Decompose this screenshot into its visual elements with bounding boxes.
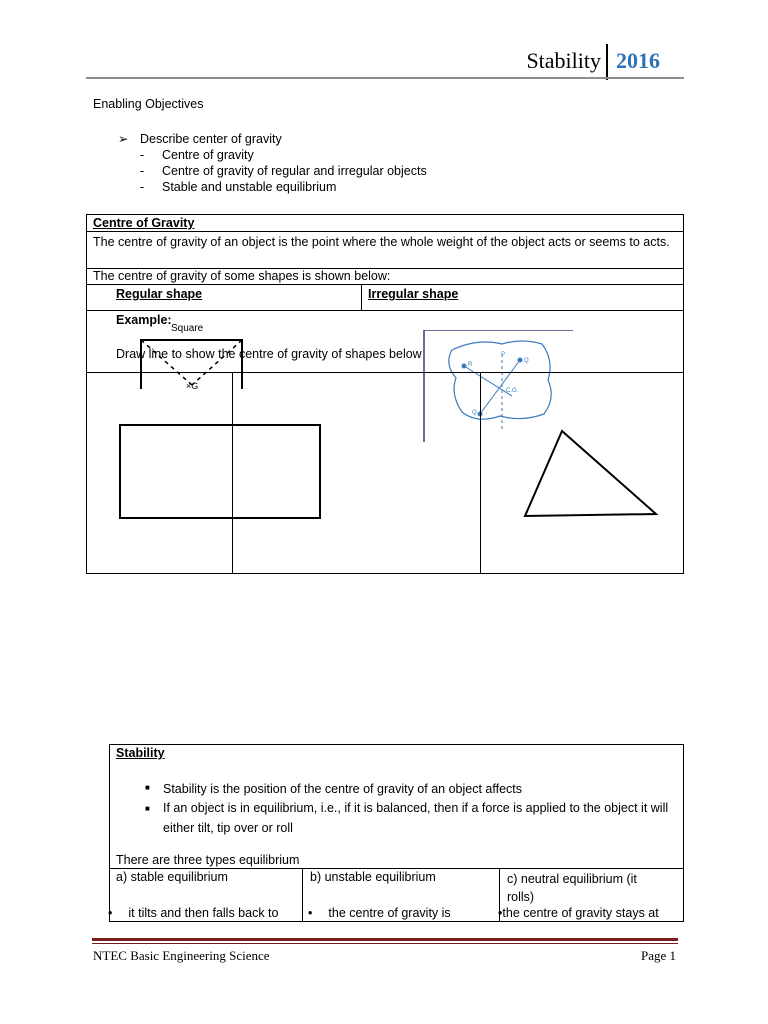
objective-item bbox=[118, 131, 282, 146]
neutral-equilibrium-title: c) neutral equilibrium (it rolls) bbox=[507, 872, 637, 904]
point-r-label: R bbox=[468, 362, 473, 368]
footer-rule-thin bbox=[92, 943, 678, 944]
stable-equilibrium-text bbox=[108, 906, 278, 920]
rectangle-shape bbox=[119, 424, 321, 519]
irregular-shape-header: Irregular shape bbox=[368, 287, 459, 301]
bullet-icon: • bbox=[498, 906, 503, 920]
regular-shape-header: Regular shape bbox=[116, 287, 203, 301]
column-text: the centre of gravity is bbox=[328, 906, 451, 920]
point-q2-label: Q bbox=[472, 410, 477, 416]
column-text: it tilts and then falls back to bbox=[128, 906, 279, 920]
instruction-text: Draw line to show the centre of gravity of shapes below bbox=[116, 347, 422, 361]
cg-label: C.G. bbox=[506, 388, 519, 394]
point-p-label: P bbox=[501, 352, 506, 358]
square-bullet-icon: ■ bbox=[145, 783, 150, 792]
table-rule bbox=[86, 284, 684, 285]
cog-definition: The centre of gravity of an object is the point where the whole weight of the object acts or seems to acts. bbox=[93, 235, 670, 249]
g-label: ×G bbox=[186, 381, 199, 391]
unstable-equilibrium-title: b) unstable equilibrium bbox=[310, 870, 436, 884]
column-divider bbox=[361, 284, 362, 310]
point-q-label: Q bbox=[524, 358, 529, 364]
column-divider bbox=[480, 372, 481, 574]
shapes-intro: The centre of gravity of some shapes is shown below: bbox=[93, 269, 391, 283]
example-label: Example: bbox=[116, 313, 172, 327]
table-rule bbox=[109, 868, 684, 869]
table-rule bbox=[86, 372, 684, 373]
objective-sub-item: - Stable and unstable equilibrium bbox=[140, 180, 337, 194]
stability-bullet bbox=[145, 798, 680, 838]
footer-page-number: Page 1 bbox=[640, 948, 676, 963]
table-rule bbox=[86, 310, 684, 311]
footer-course-name: NTEC Basic Engineering Science bbox=[93, 948, 270, 963]
bullet-text: If an object is in equilibrium, i.e., if it is balanced, then if a force is applied to the object it will either tilt, tip over or roll bbox=[163, 801, 669, 835]
square-bullet-icon: ■ bbox=[145, 804, 150, 813]
types-intro: There are three types equilibrium bbox=[116, 853, 300, 867]
arrow-bullet-icon: ➢ bbox=[118, 132, 129, 146]
irregular-example-figure bbox=[422, 330, 574, 442]
objective-sub-text: Stable and unstable equilibrium bbox=[162, 180, 337, 194]
column-divider bbox=[302, 868, 303, 922]
header-rule bbox=[86, 77, 684, 79]
stability-bullet bbox=[145, 782, 680, 796]
cog-heading: Centre of Gravity bbox=[93, 216, 195, 230]
square-label: Square bbox=[171, 323, 204, 334]
objective-sub-text: Centre of gravity of regular and irregular objects bbox=[162, 164, 427, 178]
stability-heading: Stability bbox=[116, 746, 165, 760]
stable-equilibrium-title: a) stable equilibrium bbox=[116, 870, 228, 884]
document-year: 2016 bbox=[616, 48, 660, 73]
footer-rule bbox=[92, 938, 678, 941]
objective-sub-text: Centre of gravity bbox=[162, 148, 254, 162]
objective-sub-item: - Centre of gravity bbox=[140, 148, 254, 162]
triangle-shape bbox=[520, 428, 660, 520]
objectives-title: Enabling Objectives bbox=[93, 97, 204, 111]
column-text: the centre of gravity stays at bbox=[502, 906, 659, 920]
bullet-text: Stability is the position of the centre of gravity of an object affects bbox=[163, 782, 522, 796]
document-title: Stability bbox=[526, 48, 601, 73]
bullet-icon: • bbox=[308, 906, 313, 920]
header-divider bbox=[606, 44, 608, 80]
objective-text: Describe center of gravity bbox=[140, 132, 282, 146]
neutral-equilibrium-text bbox=[498, 906, 682, 920]
bullet-icon: • bbox=[108, 906, 113, 920]
objective-sub-item: - Centre of gravity of regular and irregular objects bbox=[140, 164, 427, 178]
unstable-equilibrium-text bbox=[308, 906, 451, 920]
table-rule bbox=[86, 231, 684, 232]
